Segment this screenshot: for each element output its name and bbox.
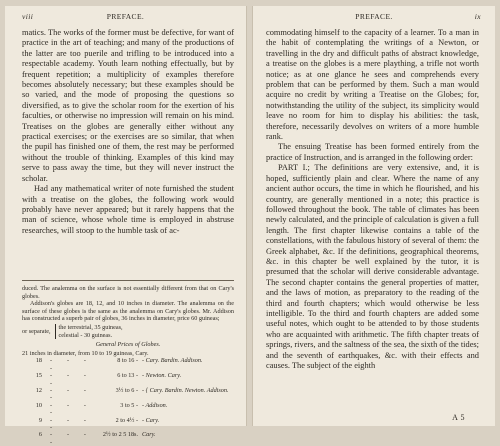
right-paragraph-3: PART I.; The definitions are very extensive, and, it is hoped, sufficiently plain and clear. Where the name of any ancient author occurs, the time in which he flourished, and his country, are generally mentioned in a note; this practice is followed throughout the book. The table of climates has been newly calculated, and the principle of calculation is given a full length. The first chapter likewise contains a table of the constellations, with the fabulous history of several of them: the Greek alphabet, &c. If the definitions, geographical theorems, &c. in this chapter be well explained by the tutor, it is presumed that the scholar will derive considerable advantage. The second chapter contains the general properties of matter, and the laws of motion, as preparatory to the reading of the third and fourth chapters; which would otherwise be less intelligible. To the third and fourth chapters are added some useful notes, which ought to be attended to by those students who are acquainted with arithmetic. The fifth chapter treats of springs, rivers, and the saltness of the sea, the sixth of the tides; and the seventh of earthquakes, &c. with their effects and causes. The subject of the eighth	[266, 163, 479, 370]
prices-title: General Prices of Globes.	[95, 341, 161, 349]
footnote	[22, 285, 234, 446]
celestial-option: celestial - 30 guineas.	[58, 331, 113, 339]
separate-label: or separate,	[22, 327, 51, 335]
right-page-number: ix	[474, 12, 481, 21]
left-paragraph-1: matics. The works of the former must be defective, for want of practice in the art of teaching; and many of the productions of the latter are too puerile and trifling to be introduced into a respectable academy. Youth learn nothing effectually, but by frequent repetition; a multiplicity of examples therefore becomes absolutely necessary; but these examples should be so varied, and the mode of proposing the questions so diversified, as to give the scholar room for the exertion of his faculties, or otherwise no impression will remain on his mind. Treatises on the globes are generally either without any practical exercises; or the exercises are so similar, that when the pupil has finished one of them, the rest may be performed without the trouble of thinking. Examples of this kind may serve to pass away the time, but they will never instruct the scholar.	[22, 28, 234, 183]
left-page-body	[22, 28, 234, 236]
price-size: 18	[35, 357, 42, 365]
price-maker: - Cary. Bardin. Addison.	[142, 357, 203, 365]
prices-intro: 21 inches in diameter, from 10 to 19 guineas, Cary.	[22, 349, 149, 357]
price-size: 15	[35, 372, 42, 380]
right-paragraph-1: commodating himself to the capacity of a learner. To a man in the habit of contemplating the writings of a Newton, or travelling in the dry and difficult paths of abstract knowledge, a treatise on the globes is a mere plaything, a trifle not worth notice; as at one glance he sees and comprehends every problem that can be performed by them. Such a man would acquire no credit by writing a Treatise on the Globes; for, notwithstanding the utility of the subject, its simplicity would leave no room for him to display his abilities: the task, therefore, necessarily devolves on writers of a more humble rank.	[266, 28, 479, 142]
price-row	[22, 387, 234, 402]
price-dots: - - - -	[50, 372, 90, 387]
price-row	[22, 357, 234, 372]
separate-prices	[22, 324, 234, 339]
left-page-number: viii	[22, 12, 34, 21]
price-dots: - - - -	[50, 431, 90, 446]
footnote-rule	[22, 280, 234, 281]
price-maker: - Newton. Cary.	[142, 372, 182, 380]
left-running-title: PREFACE.	[106, 12, 145, 21]
footnote-line-2: Addison's globes are 18, 12, and 10 inches in diameter. The analemma on the surface of these globes is the same as the analemma on Cary's globes. Mr. Addison has constructed a superb pair of globes, 36 inches in diameter, price 60 guineas;	[22, 300, 234, 323]
price-dots: - - - -	[50, 386, 90, 402]
price-maker: Cary.	[142, 431, 156, 439]
price-size: 6	[38, 431, 42, 439]
left-paragraph-2: Had any mathematical writer of note furnished the student with a treatise on the globes, the following work would probably have never appeared; but it rarely happens that the man of science, whose whole time is employed in abstruse researches, will stoop to the humble task of ac-	[22, 184, 234, 235]
left-page	[5, 6, 247, 446]
right-paragraph-2: The ensuing Treatise has been formed entirely from the practice of Instruction, and is arranged in the following order:	[266, 142, 479, 162]
price-maker: - { Cary. Bardin. Newton. Addison.	[142, 386, 229, 394]
price-value: 2½ to 2 5 18s.	[102, 431, 138, 439]
price-value: 3 to 5 -	[120, 401, 138, 409]
price-size: 9	[38, 416, 42, 424]
separate-options	[55, 324, 123, 339]
footnote-line-1: duced. The analemma on the surface is not essentially different from that on Cary's globes.	[22, 285, 234, 300]
prices-table	[22, 357, 234, 446]
price-value: 3½ to 6 -	[115, 386, 138, 394]
right-running-title: PREFACE.	[355, 12, 393, 21]
right-page	[252, 6, 495, 426]
price-dots: - - - -	[50, 401, 90, 417]
price-maker: - Addison.	[142, 401, 168, 409]
price-dots: - - - -	[50, 357, 90, 372]
left-running-head	[5, 12, 246, 24]
price-size: 12	[35, 386, 42, 394]
price-row	[22, 417, 234, 432]
signature-mark: A 5	[452, 413, 465, 422]
price-value: 8 to 16 -	[117, 357, 138, 365]
price-value: 2 to 4½ -	[115, 416, 138, 424]
price-value: 6 to 13 -	[117, 372, 138, 380]
price-row	[22, 402, 234, 417]
right-running-head	[253, 12, 495, 24]
price-maker: - Cary.	[142, 416, 160, 424]
terrestrial-option: the terrestrial, 35 guineas,	[58, 323, 123, 331]
price-dots: - - - -	[50, 416, 90, 431]
price-size: 10	[35, 401, 42, 409]
price-row	[22, 431, 234, 446]
price-row	[22, 372, 234, 387]
right-page-body	[266, 28, 479, 371]
